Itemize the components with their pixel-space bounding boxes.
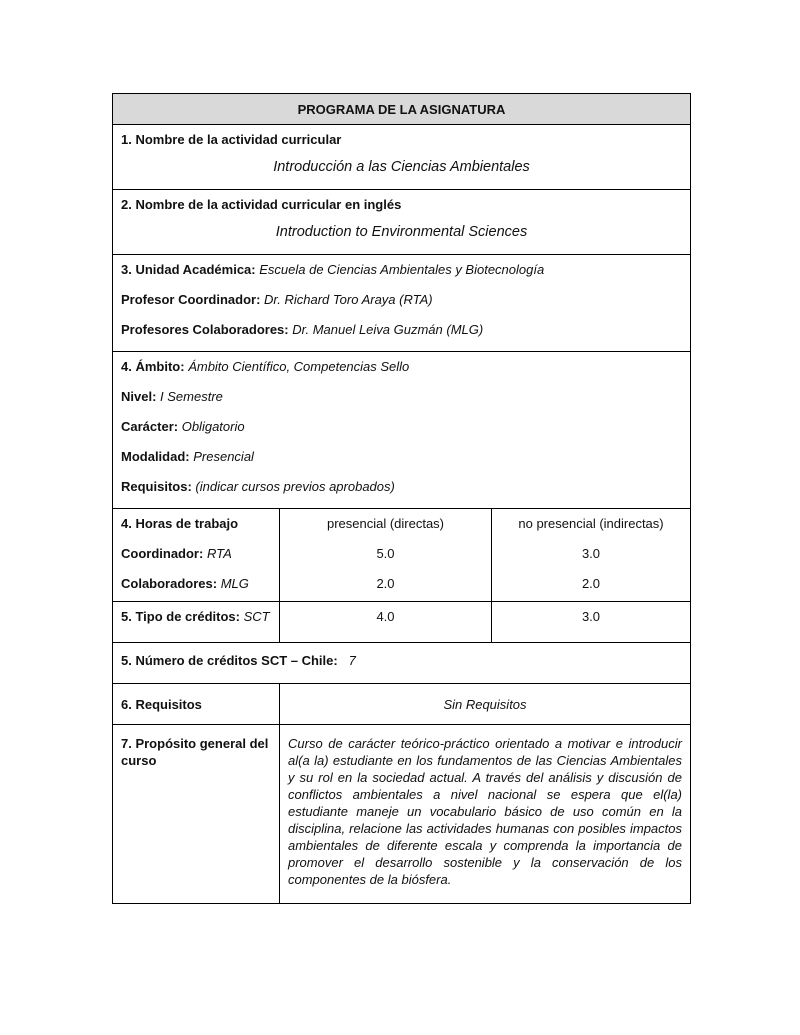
modalidad-label: Modalidad:: [121, 449, 190, 464]
course-name-en: Introduction to Environmental Sciences: [275, 224, 528, 240]
ambito-value: Ámbito Científico, Competencias Sello: [188, 359, 410, 374]
caracter-value: Obligatorio: [181, 419, 245, 434]
numero-creditos-row: [113, 643, 691, 684]
ambito-line: [121, 352, 682, 382]
proposito-row: [113, 725, 691, 904]
tipo-creditos-row: [113, 602, 691, 643]
colaboradores-no-presencial: 2.0: [581, 576, 601, 591]
requisitos-line: [121, 472, 682, 502]
requisitos-row-label: 6. Requisitos: [113, 684, 280, 725]
section-1-label: 1. Nombre de la actividad curricular: [121, 132, 342, 147]
ambito-label: 4. Ámbito:: [121, 359, 185, 374]
proposito-text: Curso de carácter teórico-práctico orientado a motivar e introducir al(a la) estudiante en los fundamentos de las Ciencias Ambientales y su rol en la sociedad actual. A través del análisis y discusión de conflictos ambientales a nivel nacional se espera que el(la) estudiante maneje un vocabulario básico de uso común en la disciplina, relacione las actividades humanas con posibles impactos ambientales de diferente escala y comprenda la importancia de promover el desarrollo sostenible y la conservación de los componentes de la biósfera.: [280, 725, 691, 904]
coordinador-no-presencial: 3.0: [581, 546, 601, 561]
col-presencial-header: presencial (directas): [326, 516, 445, 531]
horas-coordinador-label: Coordinador:: [121, 546, 204, 561]
caracter-line: [121, 412, 682, 442]
coordinador-presencial: 5.0: [376, 546, 395, 561]
coordinador-value: Dr. Richard Toro Araya (RTA): [264, 292, 433, 307]
colaboradores-label: Profesores Colaboradores:: [121, 322, 289, 337]
unidad-value: Escuela de Ciencias Ambientales y Biotecnología: [259, 262, 545, 277]
course-name-es: Introducción a las Ciencias Ambientales: [273, 159, 530, 175]
tipo-creditos-no-presencial: 3.0: [581, 609, 601, 624]
unidad-label: 3. Unidad Académica:: [121, 262, 256, 277]
tipo-creditos-value: SCT: [243, 609, 270, 624]
horas-colaboradores-label: Colaboradores:: [121, 576, 218, 591]
section-1: [113, 125, 691, 190]
coordinador-label: Profesor Coordinador:: [121, 292, 261, 307]
colaboradores-value: Dr. Manuel Leiva Guzmán (MLG): [292, 322, 484, 337]
nivel-value: I Semestre: [160, 389, 223, 404]
tipo-creditos-presencial: 4.0: [376, 609, 395, 624]
program-table: [112, 93, 691, 904]
nivel-label: Nivel:: [121, 389, 157, 404]
section-2: [113, 190, 691, 255]
program-title: PROGRAMA DE LA ASIGNATURA: [113, 94, 691, 125]
nivel-line: [121, 382, 682, 412]
numero-creditos-label: 5. Número de créditos SCT – Chile:: [121, 653, 338, 668]
coordinador-line: [121, 285, 682, 315]
requisitos-row: [113, 684, 691, 725]
horas-row: [113, 509, 691, 602]
requisitos-row-value: Sin Requisitos: [280, 684, 691, 725]
proposito-label: 7. Propósito general del curso: [113, 725, 280, 904]
requisitos-label: Requisitos:: [121, 479, 192, 494]
horas-colaboradores-who: MLG: [220, 576, 249, 591]
tipo-creditos-cell: [121, 602, 271, 632]
horas-label: 4. Horas de trabajo: [121, 516, 239, 531]
tipo-creditos-label: 5. Tipo de créditos:: [121, 609, 240, 624]
caracter-label: Carácter:: [121, 419, 179, 434]
modalidad-value: Presencial: [193, 449, 254, 464]
horas-coordinador-who: RTA: [206, 546, 232, 561]
section-4: [113, 352, 691, 509]
horas-colaboradores: [121, 569, 271, 599]
section-3: [113, 255, 691, 352]
modalidad-line: [121, 442, 682, 472]
section-2-label: 2. Nombre de la actividad curricular en inglés: [121, 197, 402, 212]
numero-creditos-cell: [121, 643, 682, 673]
colaboradores-presencial: 2.0: [376, 576, 395, 591]
col-no-presencial-header: no presencial (indirectas): [518, 516, 664, 531]
horas-coordinador: [121, 539, 271, 569]
unidad-line: [121, 255, 682, 285]
numero-creditos-value: 7: [348, 653, 356, 668]
requisitos-value: (indicar cursos previos aprobados): [195, 479, 395, 494]
colaboradores-line: [121, 315, 682, 345]
